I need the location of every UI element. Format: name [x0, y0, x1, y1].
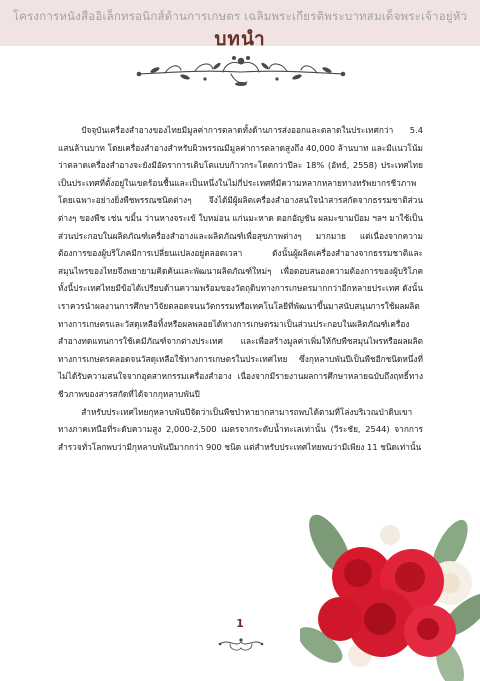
page-number: 1 — [236, 617, 244, 630]
project-title: โครงการหนังสืออิเล็กทรอนิกส์ด้านการเกษตร เฉลิมพระเกียรติพระบาทสมเด็จพระเจ้าอยู่หัว — [12, 9, 468, 23]
paragraph-2: สำหรับประเทศไทยกุหลาบพันปีจัดว่าเป็นพืชป่าหายากสามารถพบได้ตามที่โล่งบริเวณป่าดิบเขาทางภาคเหนือที่ระดับความสูง 2,000-2,500 เมตรจากระดับน้ำทะเลเท่านั้น (วีระชัย, 2544) จากการสำรวจทั่วโลกพบว่ามีกุหลาบพันปีมากกว่า 900 ชนิด แต่สำหรับประเทศไทยพบว่ามีเพียง 11 ชนิดเท่านั้น — [58, 406, 423, 452]
carnation-bouquet-icon — [300, 505, 480, 681]
floral-swirl-icon — [218, 632, 264, 654]
page-title: บทนำ — [214, 28, 266, 50]
floral-divider-icon — [135, 52, 347, 92]
body-text — [58, 122, 423, 456]
paragraph-1: ปัจจุบันเครื่องสำอางของไทยมีมูลค่าการตลาดทั้งด้านการส่งออกและตลาดในประเทศกว่า 5.4 แสนล้านบาท โดยเครื่องสำอางสำหรับผิวพรรณมีมูลค่าการตลาดสูงถึง 40,000 ล้านบาท และมีแนวโน้มว่าตลาดเครื่องสำอางจะยังมีอัตราการเติบโตแบบก้าวกระโดดกว่าปีละ 18% (อัทธ์, 2558) ประเทศไทยเป็นประเทศที่ตั้งอยู่ในเขตร้อนชื้นและเป็นหนึ่งในไม่กี่ประเทศที่มีความหลากหลายทางทรัพยากรชีวภาพโดยเฉพาะอย่างยิ่งพืชพรรณชนิดต่างๆ จึงได้มีผู้ผลิตเครื่องสำอางสนใจนำสารสกัดจากธรรมชาติส่วนต่างๆ ของพืช เช่น ขมิ้น ว่านหางจระเข้ ใบหม่อน แก่นมะหาด ดอกอัญชัน ผลมะขามป้อม ฯลฯ มาใช้เป็นส่วนประกอบในผลิตภัณฑ์เครื่องสำอางและผลิตภัณฑ์เพื่อสุขภาพต่างๆ มากมาย แต่เนื่องจากความต้องการของผู้บริโภคมีการเปลี่ยนแปลงอยู่ตลอดเวลา ดังนั้นผู้ผลิตเครื่องสำอางจากธรรมชาติและสมุนไพรของไทยจึงพยายามคิดค้นและพัฒนาผลิตภัณฑ์ใหม่ๆ เพื่อตอบสนองความต้องการของผู้บริโภค ทั้งนี้ประเทศไทยมีข้อได้เปรียบด้านความพร้อมของวัตถุดิบทางการเกษตรมากกว่าอีกหลายประเทศ ดังนั้นเราควรนำผลงานการศึกษาวิจัยตลอดจนนวัตกรรมหรือเทคโนโลยีที่พัฒนาขึ้นมาสนับสนุนการใช้ผลผลิตทางการเกษตรและวัสดุเหลือทิ้งหรือผลพลอยได้ทางการเกษตรมาเป็นส่วนประกอบในผลิตภัณฑ์เครื่องสำอางทดแทนการใช้เคมีภัณฑ์จากต่างประเทศ และเพื่อสร้างมูลค่าเพิ่มให้กับพืชสมุนไพรหรือผลผลิตทางการเกษตรตลอดจนวัสดุเหลือใช้ทางการเกษตรในประเทศไทย ซึ่งกุหลาบพันปีเป็นพืชอีกชนิดหนึ่งที่ไม่ได้รับความสนใจจากอุตสาหกรรมเครื่องสำอาง เนื่องจากมีรายงานผลการศึกษาหลายฉบับถึงฤทธิ์ทางชีวภาพของสารสกัดที่ได้จากกุหลาบพันปี — [58, 125, 423, 399]
